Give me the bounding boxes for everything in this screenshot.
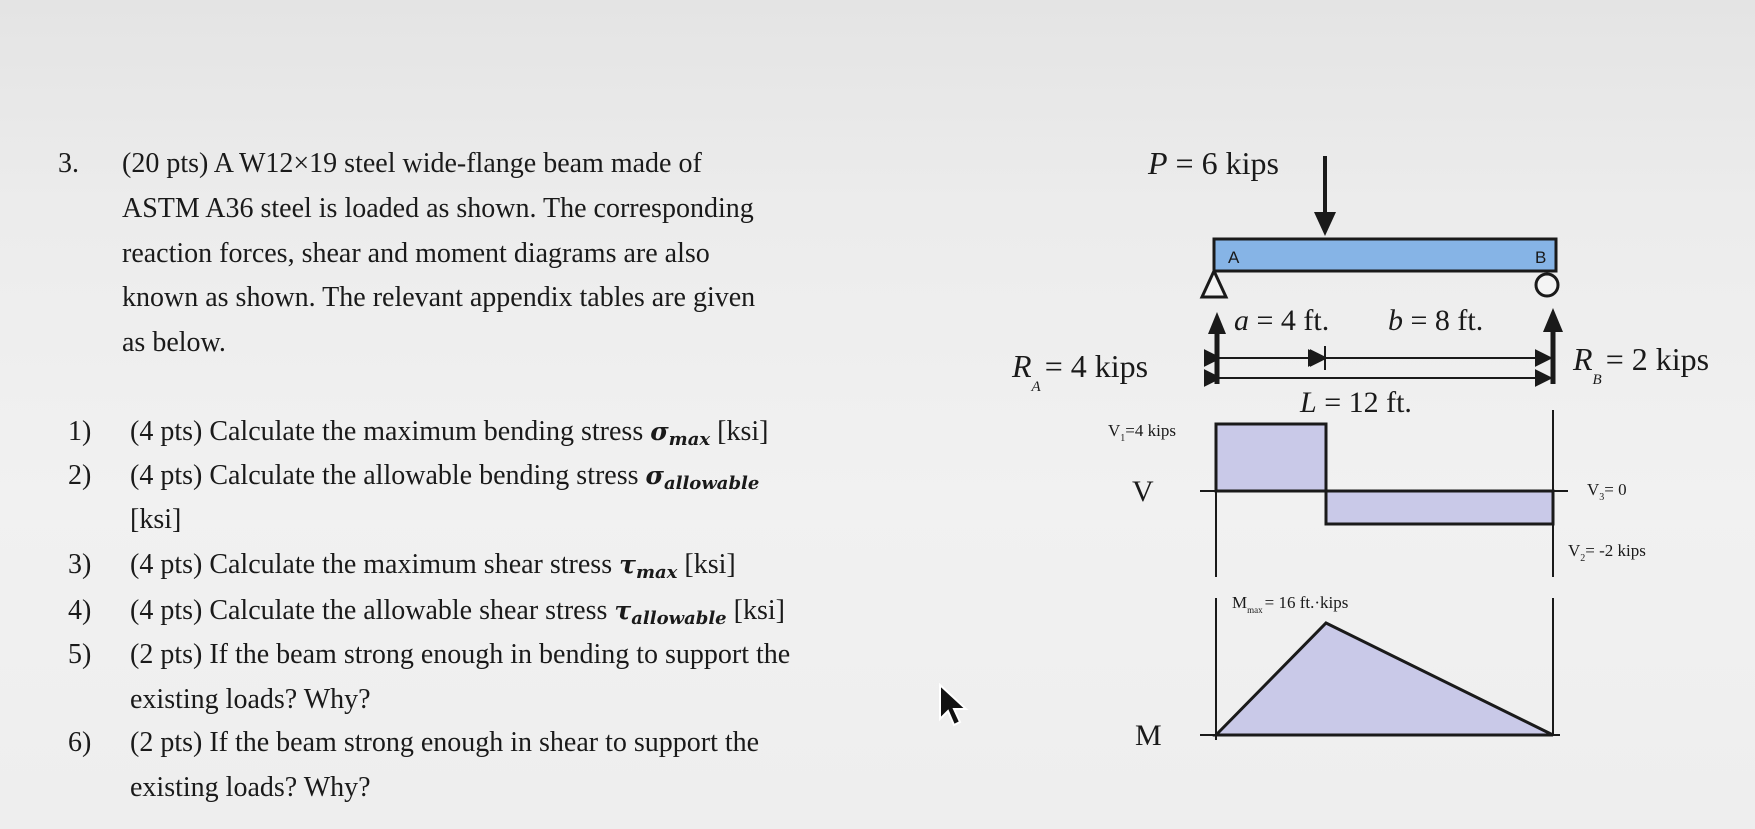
question-1-number: 1)	[68, 416, 92, 447]
question-4-text: (4 pts) Calculate the allowable shear stress	[130, 595, 615, 626]
problem-line-3: reaction forces, shear and moment diagrams are also	[122, 238, 710, 269]
moment-diagram-label: M	[1135, 719, 1162, 752]
v1-label: $V_1=4$ kips	[1108, 421, 1176, 444]
load-label: P = 6 kips	[1148, 145, 1279, 181]
shear-negative-region	[1326, 491, 1553, 524]
v2-label: $V_2= -2$ kips	[1568, 541, 1646, 564]
mmax-label: $M_{max} = 16$ ft.·kips	[1232, 593, 1349, 615]
subscript-max: max	[668, 429, 711, 450]
question-5: (2 pts) If the beam strong enough in bending to support the	[130, 639, 791, 670]
subscript-allowable: allowable	[663, 473, 760, 494]
question-3-unit: [ksi]	[677, 549, 736, 580]
question-2-number: 2)	[68, 460, 92, 491]
question-4-unit: [ksi]	[726, 595, 785, 626]
problem-line-5: as below.	[122, 327, 226, 358]
shear-positive-region	[1216, 424, 1326, 491]
subscript-max: max	[635, 562, 678, 583]
sigma-symbol: σ	[645, 461, 664, 490]
load-arrow-head	[1314, 212, 1336, 236]
question-5-number: 5)	[68, 639, 92, 670]
question-1-text: (4 pts) Calculate the maximum bending stress	[130, 416, 651, 447]
v3-label: $V_3= 0$	[1587, 480, 1627, 503]
beam	[1214, 239, 1556, 271]
question-6-cont: existing loads? Why?	[130, 772, 371, 803]
shear-diagram-label: V	[1132, 475, 1154, 508]
subscript-allowable: allowable	[631, 608, 727, 629]
question-3-text: (4 pts) Calculate the maximum shear stress	[130, 549, 620, 580]
question-3-number: 3)	[68, 549, 92, 580]
support-a-label: A	[1228, 248, 1240, 267]
question-2-unit: [ksi]	[130, 504, 182, 535]
mouse-pointer-icon	[938, 683, 972, 731]
sigma-symbol: σ	[650, 417, 669, 446]
question-1-unit: [ksi]	[710, 416, 769, 447]
problem-line-4: known as shown. The relevant appendix tables are given	[122, 282, 756, 313]
problem-line-1: (20 pts) A W12×19 steel wide-flange beam made of	[122, 148, 702, 179]
roller-support-icon	[1536, 274, 1558, 296]
pin-support-icon	[1202, 271, 1226, 297]
dim-L-label: L = 12 ft.	[1300, 386, 1412, 419]
problem-number: 3.	[58, 148, 79, 179]
question-5-cont: existing loads? Why?	[130, 684, 371, 715]
question-6-number: 6)	[68, 727, 92, 758]
dim-b-label: b = 8 ft.	[1388, 304, 1484, 337]
reaction-b-label: $R_B= 2$ kips	[1573, 341, 1710, 388]
question-4-number: 4)	[68, 595, 92, 626]
question-2-text: (4 pts) Calculate the allowable bending stress	[130, 460, 646, 491]
moment-region	[1216, 623, 1553, 735]
reaction-a-label: $R_A= 4$ kips	[1012, 348, 1149, 395]
support-b-label: B	[1535, 248, 1547, 267]
dim-a-label: a = 4 ft.	[1234, 304, 1330, 337]
tau-symbol: τ	[614, 596, 632, 625]
question-6: (2 pts) If the beam strong enough in shear to support the	[130, 727, 760, 758]
tau-symbol: τ	[619, 550, 636, 579]
problem-line-2: ASTM A36 steel is loaded as shown. The corresponding	[122, 193, 754, 224]
